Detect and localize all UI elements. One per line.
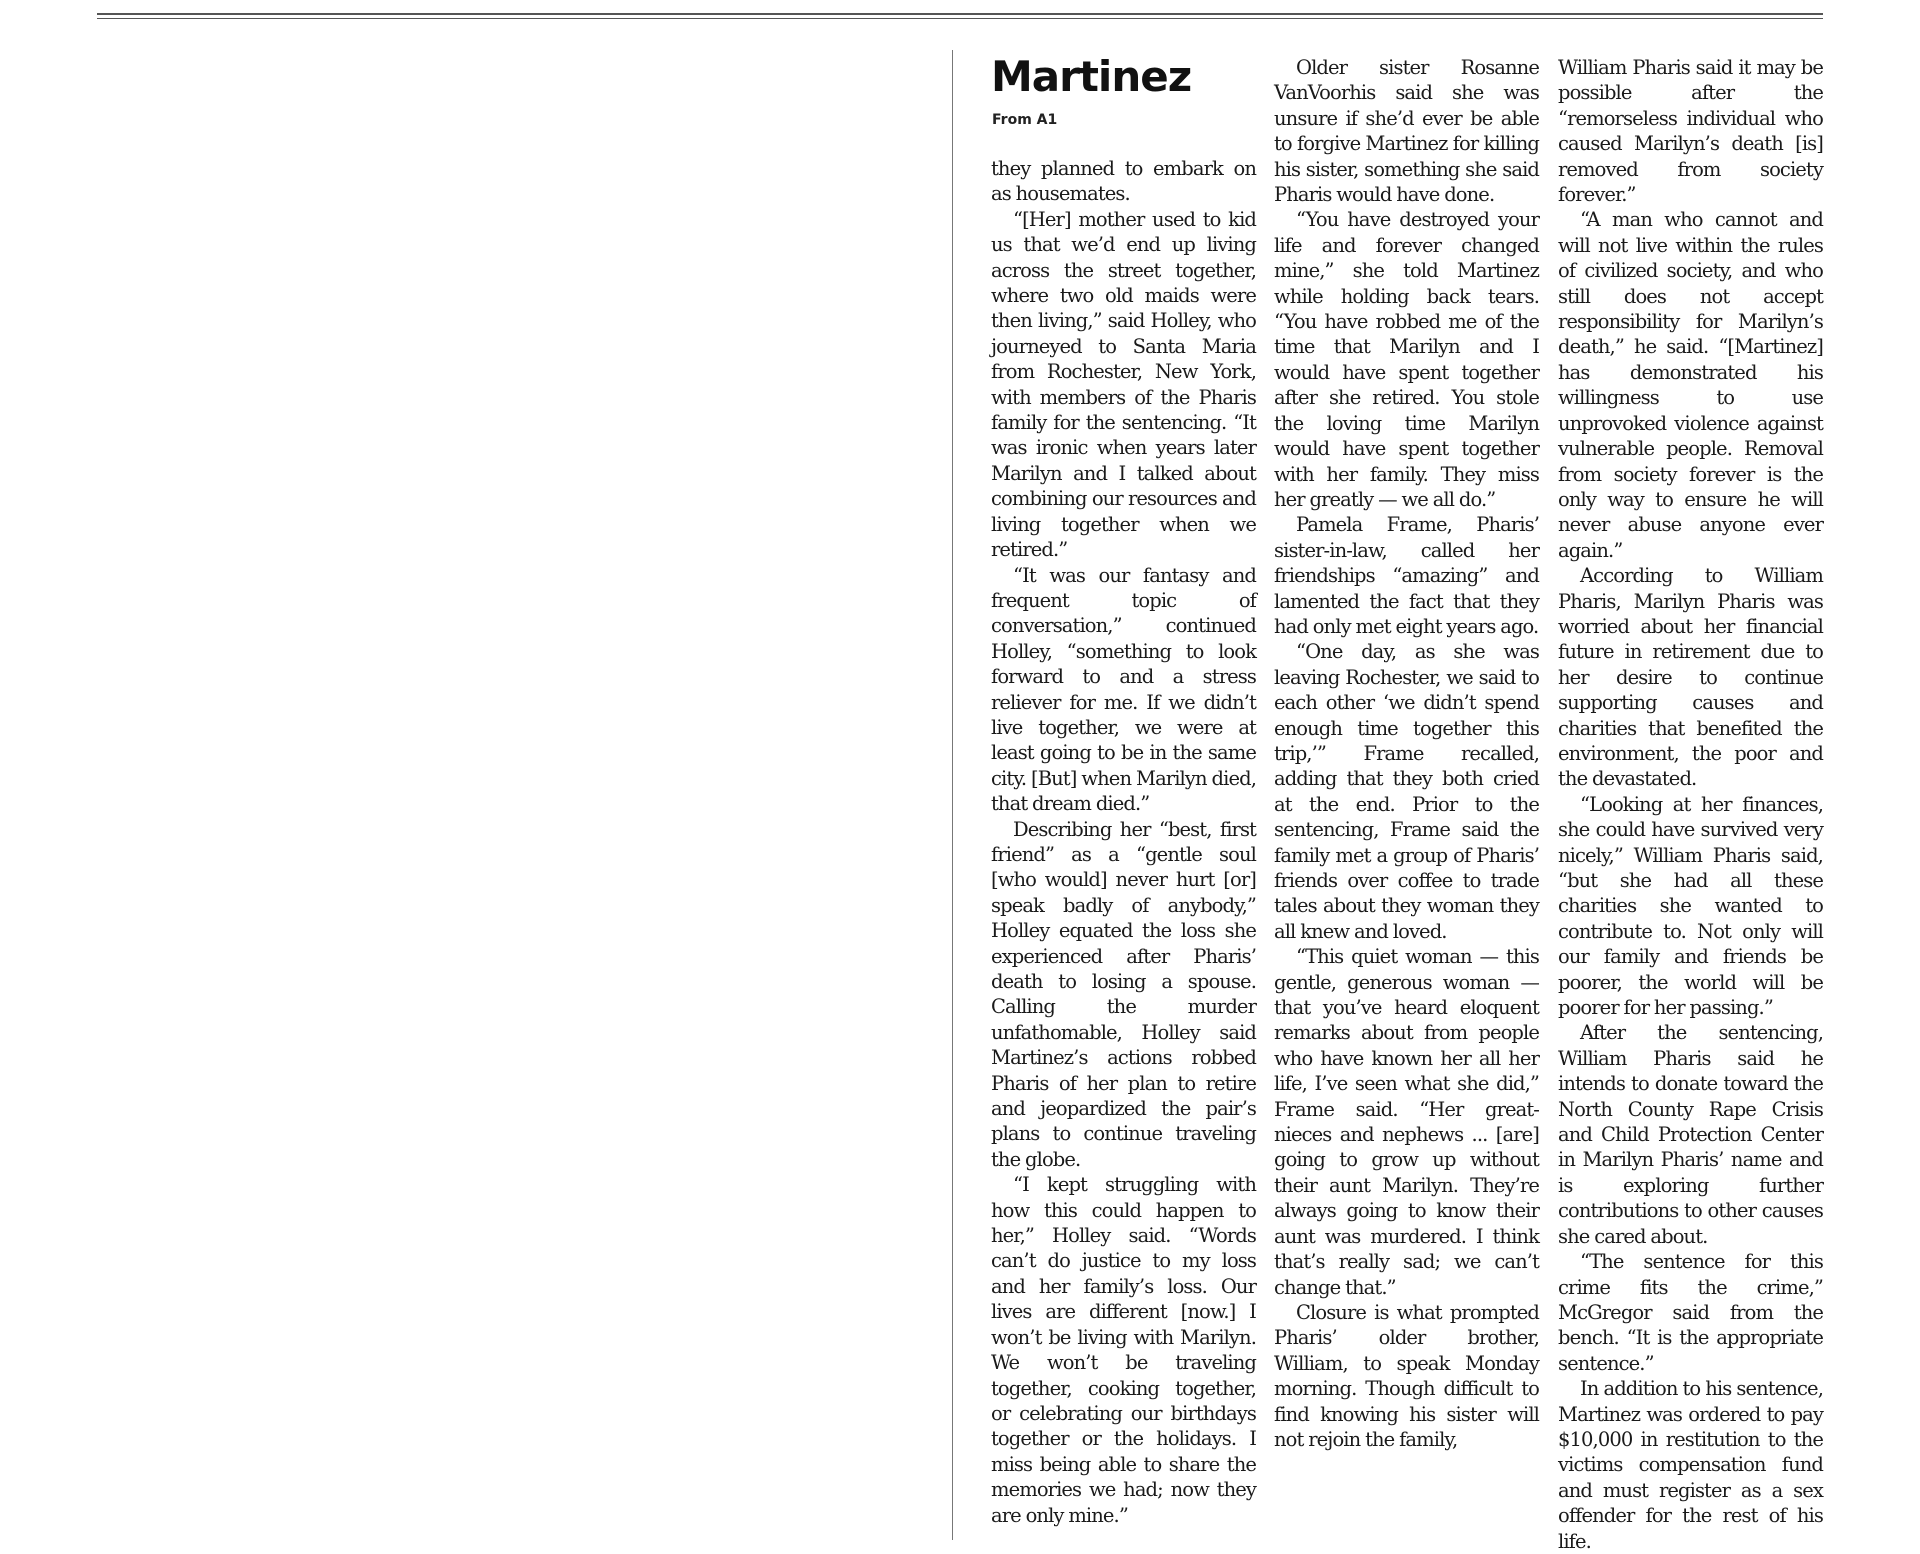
article-paragraph: they planned to embark on as housemates. (991, 157, 1256, 206)
article-paragraph: Pamela Frame, Pharis’ sister-in-law, called her friendships “amazing” and lamented the fact that they had only met eight years ago. (1274, 513, 1539, 638)
article-paragraph: Older sister Rosanne VanVoorhis said she was unsure if she’d ever be able to forgive Martinez for killing his sister, something she said Pharis would have done. (1274, 56, 1539, 207)
article-paragraph: “You have destroyed your life and forever changed mine,” she told Martinez while holding back tears. “You have robbed me of the time that Marilyn and I would have spent together after she retired. You stole the loving time Marilyn would have spent together with her family. They miss her greatly — we all do.” (1274, 208, 1539, 511)
article-paragraph: “One day, as she was leaving Rochester, we said to each other ‘we didn’t spend enough time together this trip,’” Frame recalled, adding that they both cried at the end. Prior to the sentencing, Frame said the family met a group of Pharis’ friends over coffee to trade tales about they woman they all knew and loved. (1274, 640, 1539, 943)
article-headline: Martinez (991, 52, 1192, 101)
jump-line: From A1 (992, 112, 1058, 128)
article-column-2 (1274, 55, 1539, 1537)
article-paragraph: According to William Pharis, Marilyn Pharis was worried about her financial future in retirement due to her desire to continue supporting causes and charities that benefited the environment, the poor and the devastated. (1558, 564, 1823, 791)
article-paragraph: “A man who cannot and will not live within the rules of civilized society, and who still does not accept responsibility for Marilyn’s death,” he said. “[Martinez] has demonstrated his willingness to use unprovoked violence against vulnerable people. Removal from society forever is the only way to ensure he will never abuse anyone ever again.” (1558, 208, 1823, 562)
article-paragraph: After the sentencing, William Pharis said he intends to donate toward the North County Rape Crisis and Child Protection Center in Marilyn Pharis’ name and is exploring further contributions to other causes she cared about. (1558, 1021, 1823, 1248)
article-paragraph: “It was our fantasy and frequent topic of conversation,” continued Holley, “something to look forward to and a stress reliever for me. If we didn’t live together, we were at least going to be in the same city. [But] when Marilyn died, that dream died.” (991, 563, 1256, 816)
article-column-3 (1558, 55, 1823, 1553)
article-paragraph: Describing her “best, first friend” as a “gentle soul [who would] never hurt [or] speak badly of anybody,” Holley equated the loss she experienced after Pharis’ death to losing a spouse. Calling the murder unfathomable, Holley said Martinez’s actions robbed Pharis of her plan to retire and jeopardized the pair’s plans to continue traveling the globe. (991, 817, 1256, 1171)
article-column-1 (991, 156, 1256, 1534)
article-paragraph: Closure is what prompted Pharis’ older brother, William, to speak Monday morning. Though difficult to find knowing his sister will not rejoin the family, (1274, 1300, 1539, 1451)
article-paragraph: “This quiet woman — this gentle, generous woman — that you’ve heard eloquent remarks about from people who have known her all her life, I’ve seen what she did,” Frame said. “Her great-nieces and nephews ... [are] going to grow up without their aunt Marilyn. They’re always going to know their aunt was murdered. I think that’s really sad; we can’t change that.” (1274, 945, 1539, 1299)
article-paragraph: “The sentence for this crime fits the crime,” McGregor said from the bench. “It is the appropriate sentence.” (1558, 1250, 1823, 1375)
article-paragraph: William Pharis said it may be possible after the “remorseless individual who caused Marilyn’s death [is] removed from society forever.” (1558, 56, 1823, 207)
page-top-rule (97, 13, 1823, 19)
article-paragraph: “[Her] mother used to kid us that we’d end up living across the street together, where two old maids were then living,” said Holley, who journeyed to Santa Maria from Rochester, New York, with members of the Pharis family for the sentencing. “It was ironic when years later Marilyn and I talked about combining our resources and living together when we retired.” (991, 207, 1256, 562)
article-paragraph: “Looking at her finances, she could have survived very nicely,” William Pharis said, “but she had all these charities she wanted to contribute to. Not only will our family and friends be poorer, the world will be poorer for her passing.” (1558, 792, 1823, 1020)
article-paragraph: In addition to his sentence, Martinez was ordered to pay $10,000 in restitution to the victims compensation fund and must register as a sex offender for the rest of his life. (1558, 1377, 1823, 1553)
column-divider-rule (952, 50, 953, 1540)
article-paragraph: “I kept struggling with how this could happen to her,” Holley said. “Words can’t do justice to my loss and her family’s loss. Our lives are different [now.] I won’t be living with Marilyn. We won’t be traveling together, cooking together, or celebrating our birthdays together or the holidays. I miss being able to share the memories we had; now they are only mine.” (991, 1173, 1256, 1527)
